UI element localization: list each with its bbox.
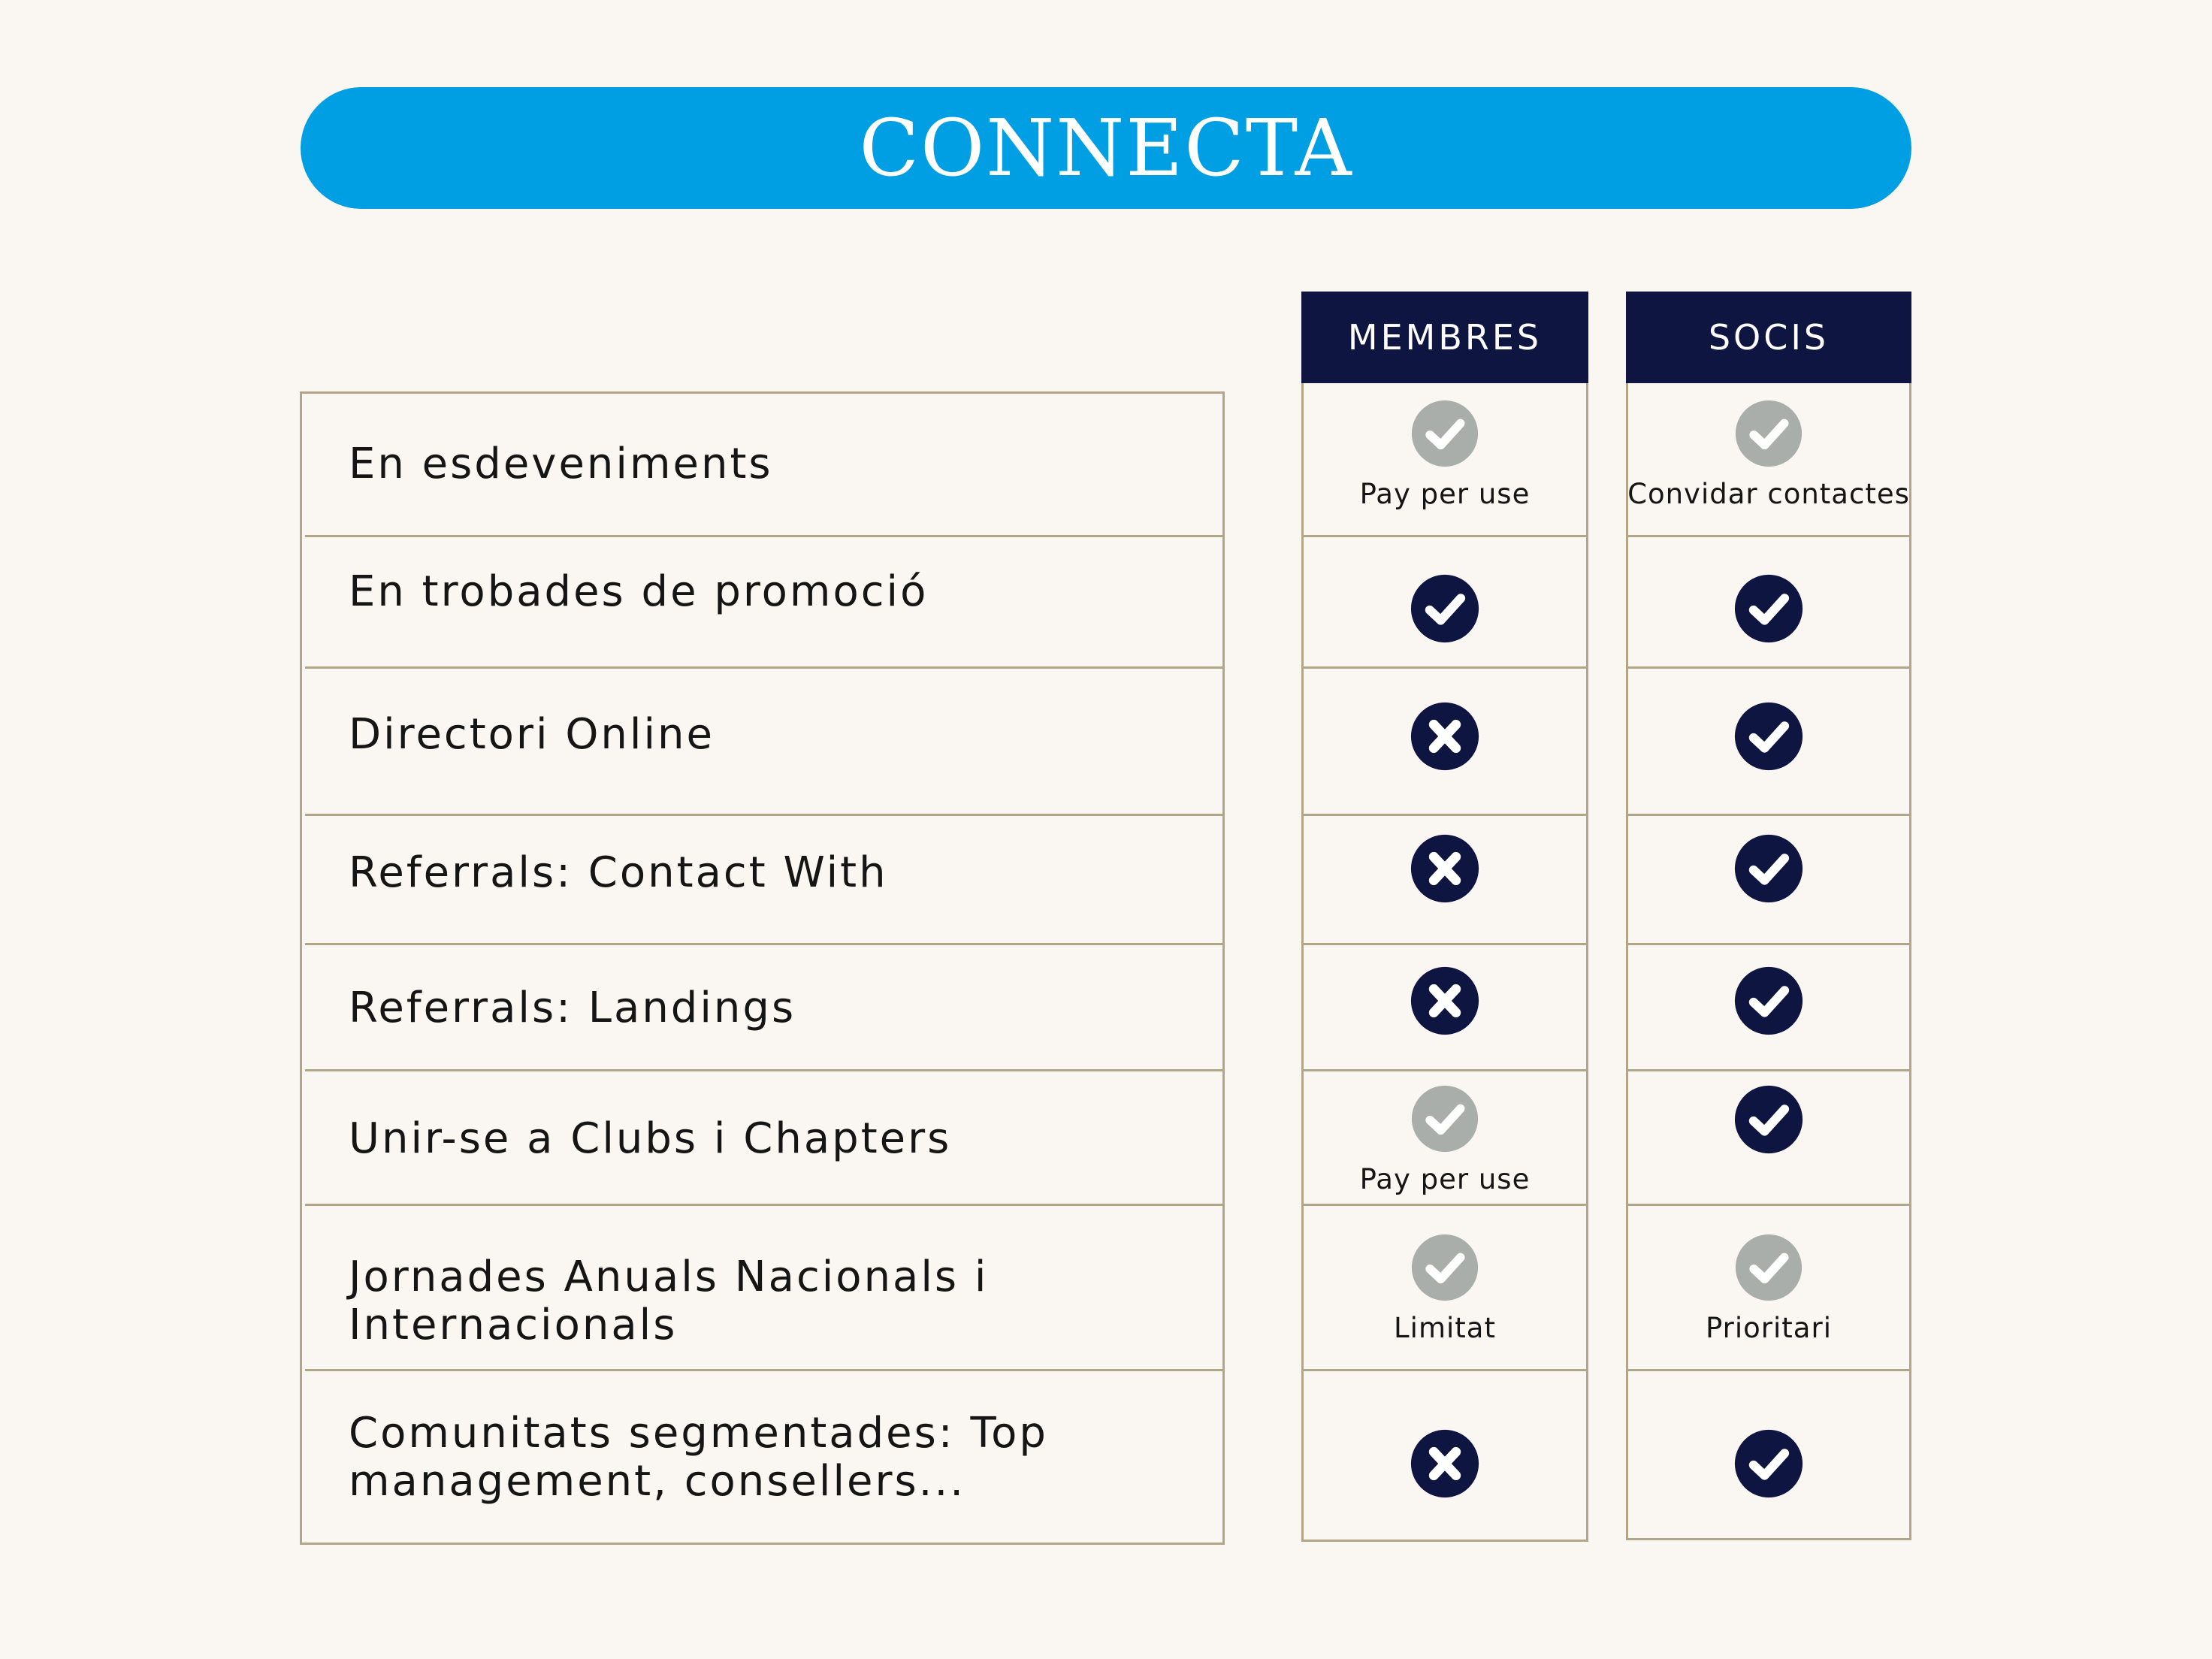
- feature-label: En trobades de promoció: [349, 567, 929, 616]
- check-circle-icon: [1734, 574, 1803, 646]
- check-circle-icon: [1734, 702, 1803, 774]
- socis-cell: [1626, 1429, 1911, 1579]
- feature-label: Directori Online: [349, 710, 715, 759]
- check-circle-gray-icon: [1411, 400, 1479, 470]
- cross-circle-icon: [1410, 834, 1479, 906]
- feature-label: Jornades Anuals Nacionals i Internacionals: [349, 1253, 989, 1349]
- column-header-membres: MEMBRES: [1301, 292, 1588, 383]
- membres-cell-note: Pay per use: [1359, 478, 1531, 510]
- features-column-frame: [300, 391, 1225, 1545]
- check-circle-icon: [1410, 574, 1479, 646]
- socis-cell: [1626, 702, 1911, 852]
- socis-cell: [1626, 1234, 1911, 1384]
- membres-cell: [1301, 1085, 1588, 1235]
- socis-cell: [1626, 400, 1911, 550]
- membres-cell: [1301, 1234, 1588, 1384]
- feature-label: En esdeveniments: [349, 440, 773, 488]
- socis-cell: [1626, 1085, 1911, 1235]
- page-title: CONNECTA: [859, 102, 1353, 194]
- socis-cell-note: Prioritari: [1706, 1312, 1832, 1344]
- socis-cell: [1626, 834, 1911, 984]
- feature-label: Referrals: Landings: [349, 984, 796, 1032]
- check-circle-icon: [1734, 966, 1803, 1038]
- title-banner: [301, 87, 1911, 209]
- check-circle-gray-icon: [1411, 1085, 1479, 1156]
- row-divider: [305, 666, 1223, 669]
- membres-cell-note: Limitat: [1394, 1312, 1496, 1344]
- membres-cell: [1301, 834, 1588, 984]
- check-circle-gray-icon: [1735, 1234, 1803, 1304]
- row-divider: [305, 1204, 1223, 1206]
- row-divider: [305, 535, 1223, 537]
- feature-label: Comunitats segmentades: Top management, consellers...: [349, 1409, 1048, 1506]
- socis-cell-note: Convidar contactes: [1627, 478, 1910, 510]
- row-divider: [305, 1369, 1223, 1371]
- check-circle-icon: [1734, 834, 1803, 906]
- check-circle-gray-icon: [1411, 1234, 1479, 1304]
- membres-cell: [1301, 1429, 1588, 1579]
- feature-label: Referrals: Contact With: [349, 848, 888, 897]
- row-divider: [305, 1069, 1223, 1071]
- membres-cell-note: Pay per use: [1359, 1163, 1531, 1195]
- membres-cell: [1301, 400, 1588, 550]
- check-circle-icon: [1734, 1429, 1803, 1501]
- membres-cell: [1301, 702, 1588, 852]
- cross-circle-icon: [1410, 702, 1479, 774]
- cross-circle-icon: [1410, 966, 1479, 1038]
- check-circle-gray-icon: [1735, 400, 1803, 470]
- column-header-socis: SOCIS: [1626, 292, 1911, 383]
- feature-label: Unir-se a Clubs i Chapters: [349, 1114, 952, 1163]
- cross-circle-icon: [1410, 1429, 1479, 1501]
- check-circle-icon: [1734, 1085, 1803, 1157]
- row-divider: [305, 814, 1223, 816]
- row-divider: [305, 943, 1223, 945]
